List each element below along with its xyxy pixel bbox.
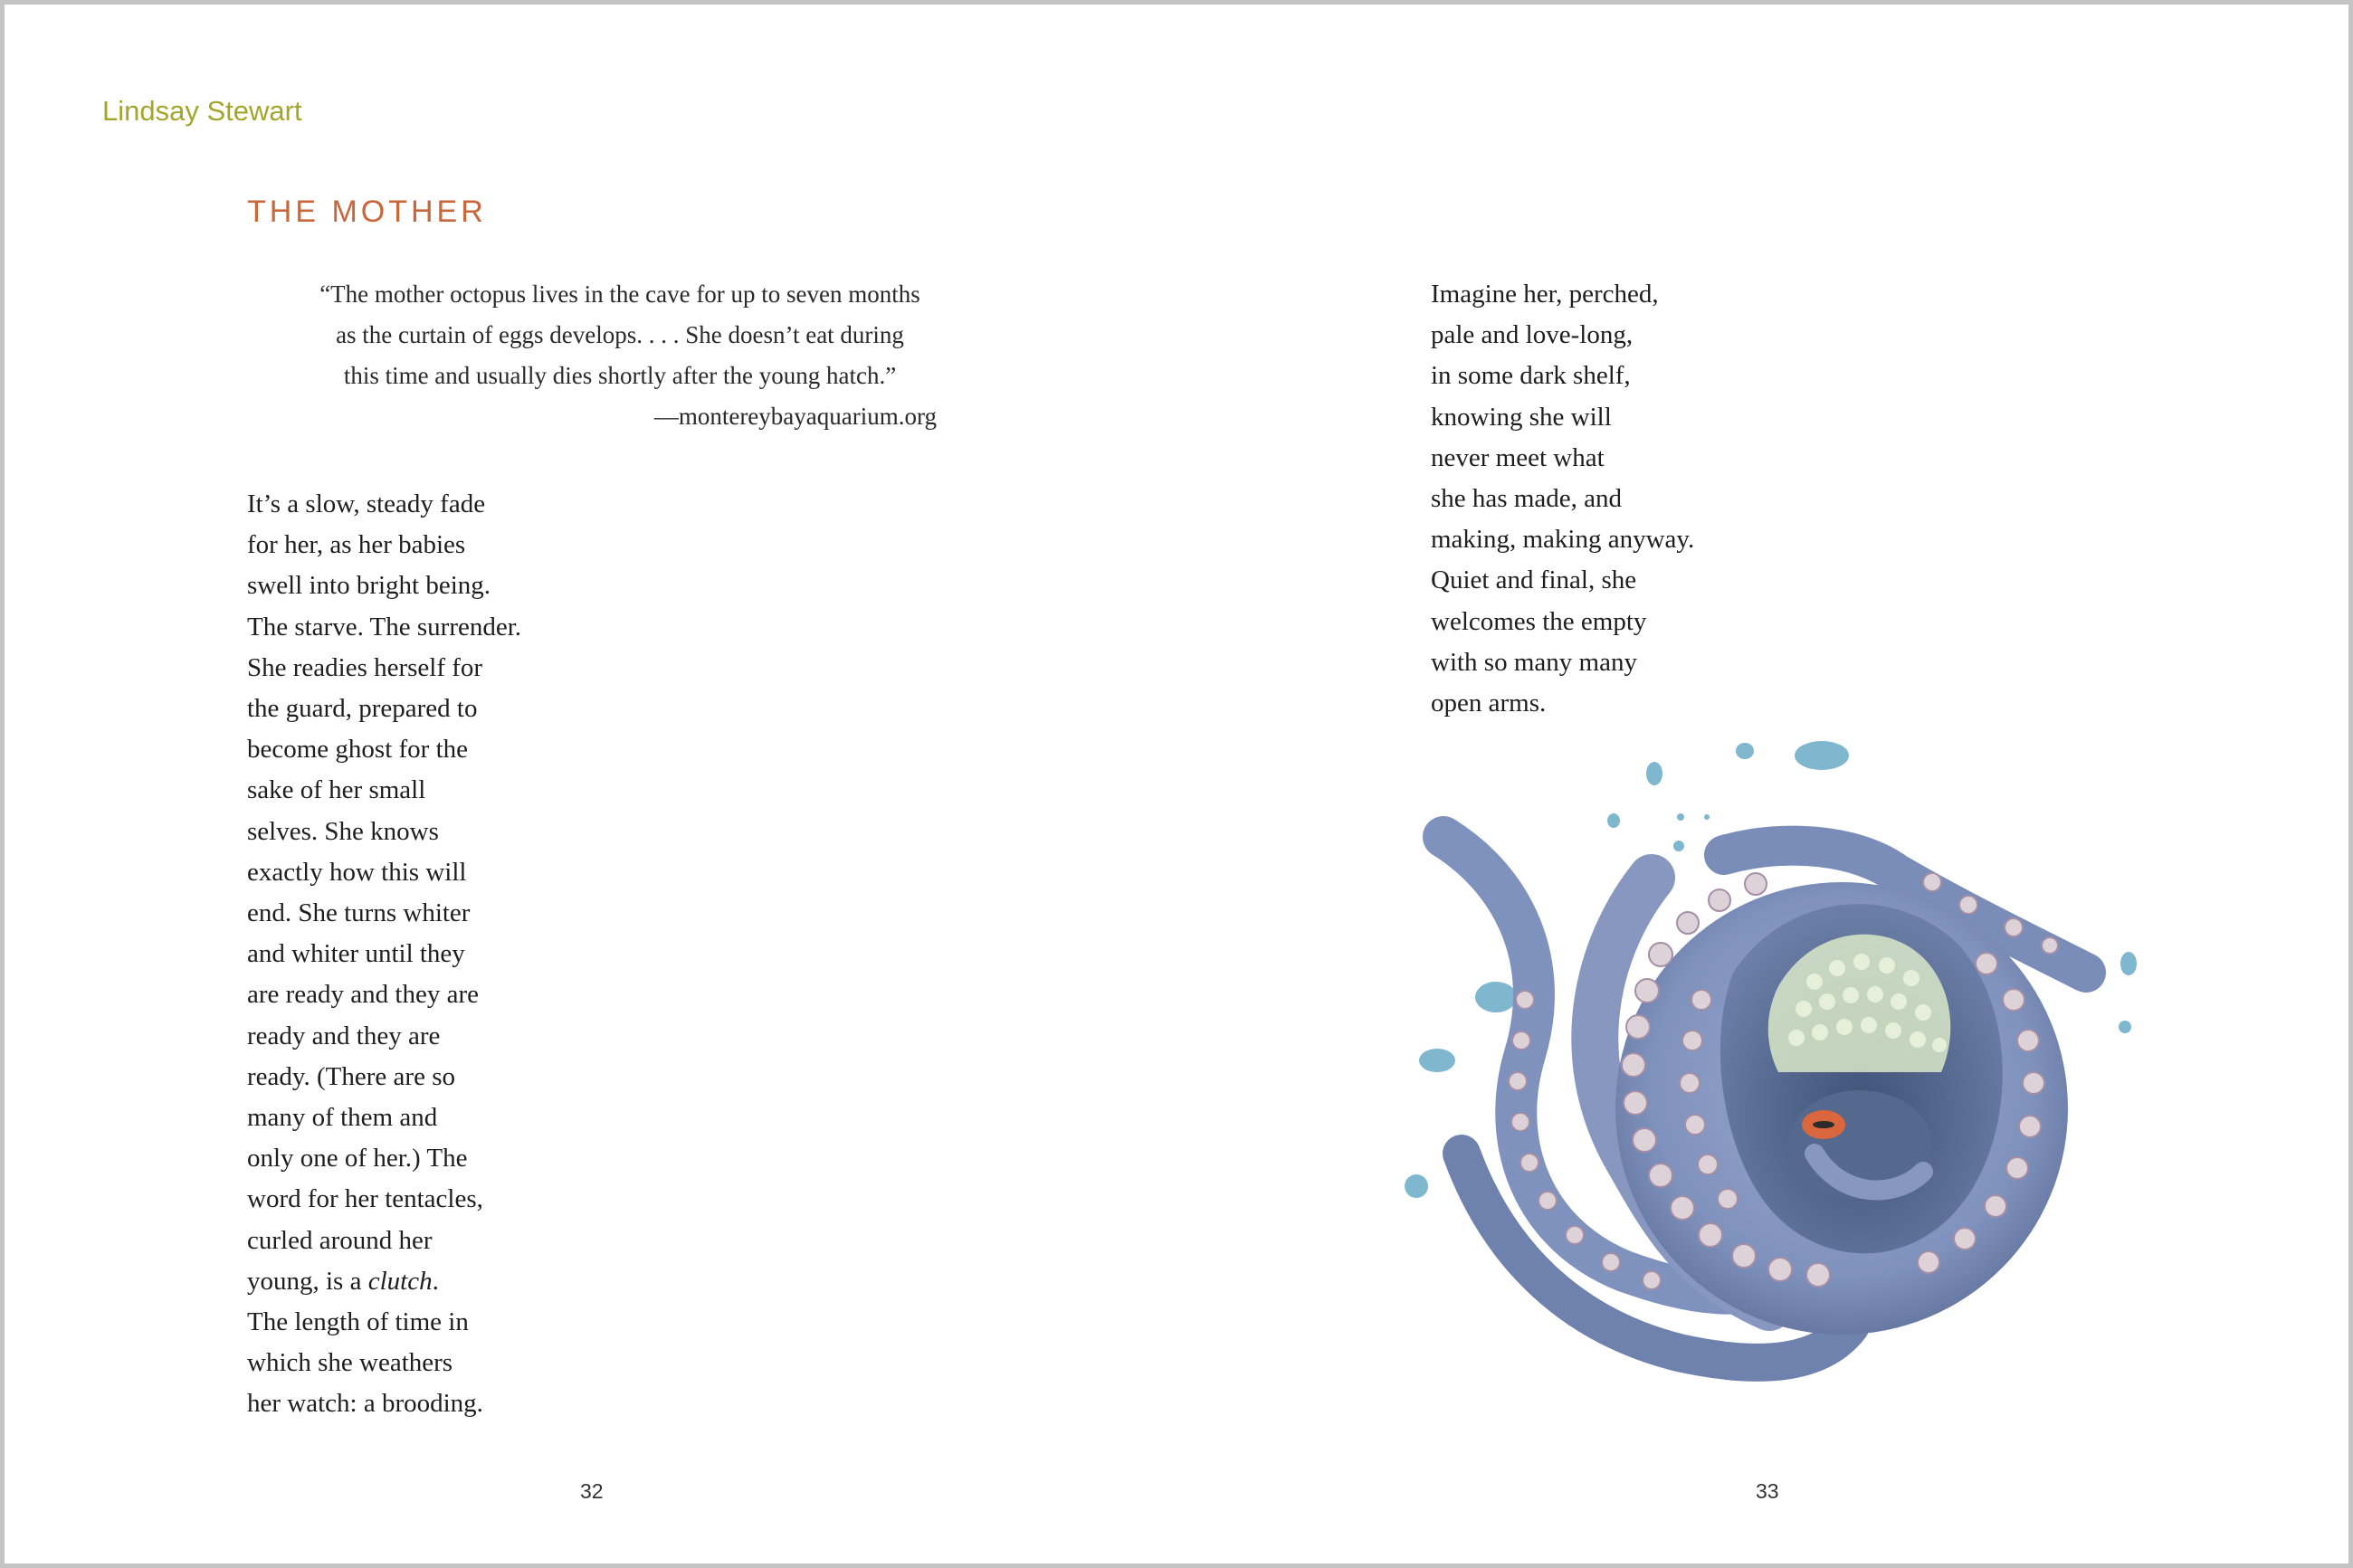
- epigraph-line: this time and usually dies shortly after the young hatch.”: [343, 362, 897, 389]
- poem-line: for her, as her babies: [247, 530, 466, 560]
- poem-line: Imagine her, perched,: [1431, 280, 1659, 309]
- poem-line-clutch: [247, 1261, 521, 1302]
- bubble-icon: [1646, 762, 1662, 785]
- poem-line: selves. She knows: [247, 816, 439, 846]
- poem-text-right-page: [1431, 274, 1694, 724]
- poem-line: which she weathers: [247, 1348, 453, 1378]
- poem-line: only one of her.) The: [247, 1144, 468, 1174]
- poem-line: her watch: a brooding.: [247, 1389, 483, 1419]
- poem-line: and whiter until they: [247, 939, 465, 969]
- poem-line: she has made, and: [1431, 484, 1622, 514]
- poem-line: never meet what: [1431, 442, 1605, 472]
- poem-line: in some dark shelf,: [1431, 361, 1631, 391]
- poem-line: the guard, prepared to: [247, 694, 478, 724]
- poem-line: become ghost for the: [247, 735, 469, 765]
- epigraph: [303, 274, 937, 437]
- bubble-icon: [1405, 1174, 1428, 1198]
- poem-line: are ready and they are: [247, 980, 480, 1010]
- bubble-icon: [1419, 1049, 1455, 1072]
- bubble-icon: [2119, 1021, 2131, 1033]
- poem-line: many of them and: [247, 1103, 438, 1133]
- poem-line: The length of time in: [247, 1307, 469, 1337]
- bubble-icon: [1677, 813, 1684, 821]
- poem-line: Quiet and final, she: [1431, 565, 1637, 595]
- poem-line: with so many many: [1431, 647, 1637, 677]
- epigraph-line: “The mother octopus lives in the cave for up to seven months: [319, 280, 920, 308]
- clutch-word-italic: clutch: [367, 1266, 433, 1296]
- bubble-icon: [1607, 813, 1620, 828]
- poem-line: knowing she will: [1431, 402, 1612, 432]
- page-number-left: 32: [580, 1479, 604, 1503]
- page-number-right: 33: [1756, 1479, 1779, 1503]
- bubble-icon: [1795, 741, 1849, 770]
- bubble-icon: [1673, 841, 1684, 851]
- poem-line: welcomes the empty: [1431, 606, 1647, 636]
- bubble-icon: [2120, 952, 2137, 975]
- poem-title: THE MOTHER: [247, 195, 487, 229]
- clutch-line-before: young, is a: [247, 1266, 368, 1296]
- octopus-illustration-icon: [1389, 728, 2158, 1452]
- poem-line: end. She turns whiter: [247, 898, 471, 928]
- running-header-author: Lindsay Stewart: [102, 95, 302, 127]
- bubble-icon: [1704, 814, 1710, 820]
- poem-line: She readies herself for: [247, 652, 483, 682]
- poem-line: making, making anyway.: [1431, 525, 1695, 555]
- poem-line: ready and they are: [247, 1021, 441, 1050]
- poem-line: swell into bright being.: [247, 571, 491, 601]
- clutch-line-after: .: [432, 1266, 439, 1296]
- poem-line: The starve. The surrender.: [247, 612, 522, 641]
- poem-line: exactly how this will: [247, 857, 467, 887]
- poem-line: curled around her: [247, 1225, 433, 1255]
- poem-text-left-page: [247, 484, 521, 1425]
- poem-line: ready. (There are so: [247, 1061, 455, 1091]
- poem-line: sake of her small: [247, 775, 426, 805]
- poem-line: It’s a slow, steady fade: [247, 489, 486, 518]
- octopus-body: [1443, 837, 2086, 1363]
- epigraph-line: as the curtain of eggs develops. . . . She doesn’t eat during: [336, 321, 904, 348]
- poem-line: pale and love-long,: [1431, 320, 1634, 350]
- poem-line: word for her tentacles,: [247, 1184, 483, 1214]
- poem-line: open arms.: [1431, 689, 1547, 718]
- bubble-icon: [1736, 743, 1754, 759]
- epigraph-source: —montereybayaquarium.org: [653, 403, 937, 430]
- bubble-icon: [1475, 982, 1517, 1012]
